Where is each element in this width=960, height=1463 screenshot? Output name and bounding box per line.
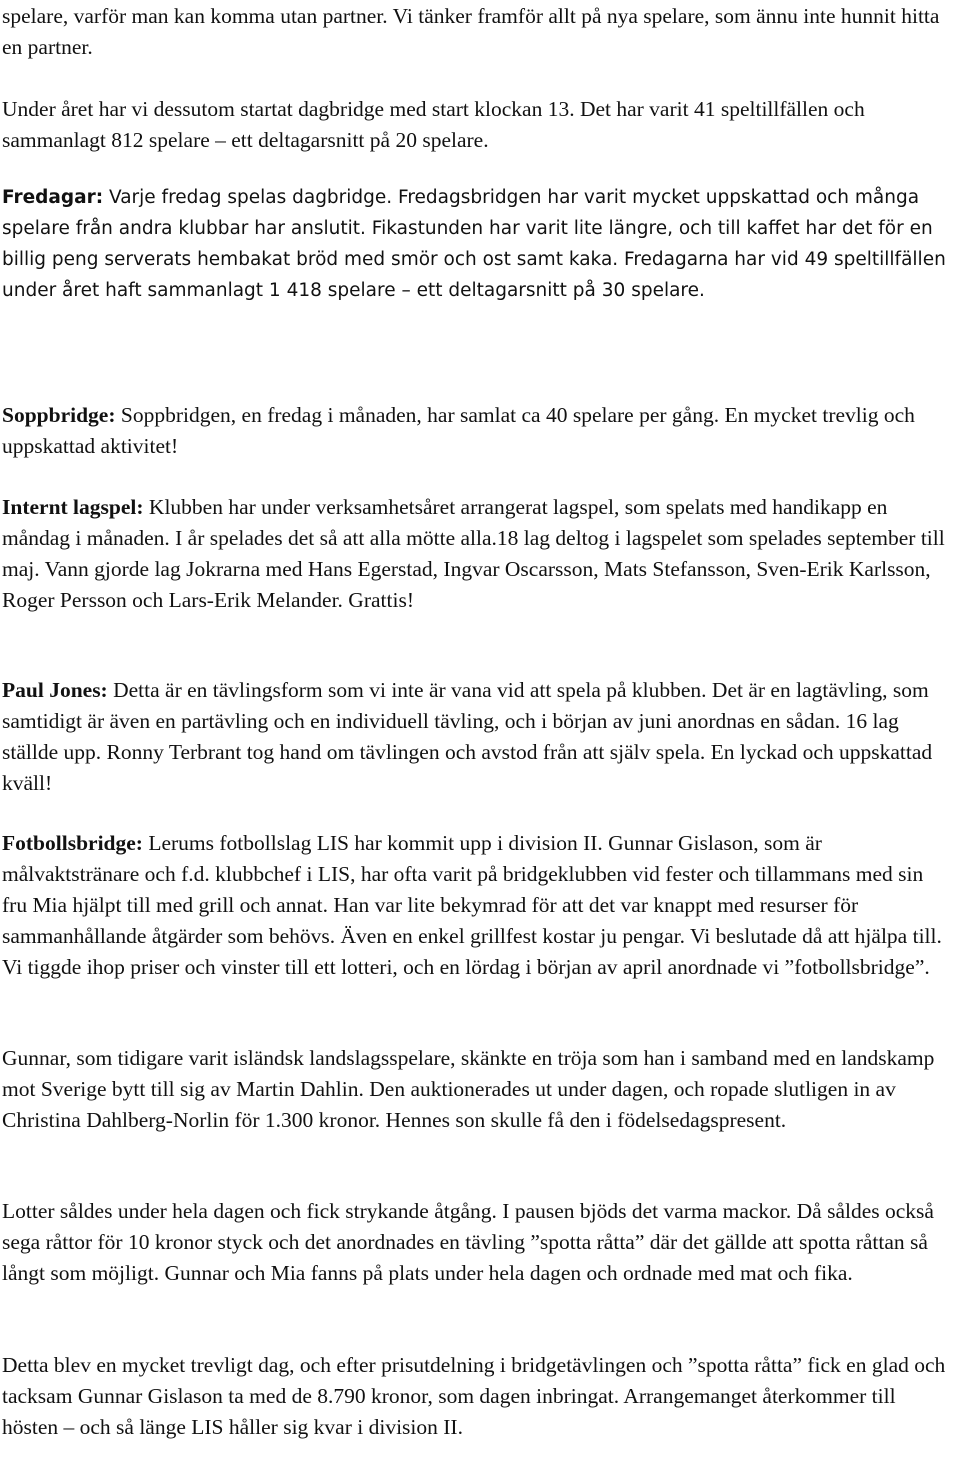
paragraph-text: Soppbridgen, en fredag i månaden, har samlat ca 40 spelare per gång. En mycket trevlig och uppskattad aktivitet! — [2, 403, 915, 458]
paragraph-fotbollsbridge — [2, 828, 952, 983]
section-heading: Paul Jones: — [2, 678, 108, 702]
paragraph-dagbridge — [2, 94, 952, 156]
paragraph-intro-continued — [2, 1, 952, 63]
paragraph-gunnar-trojan — [2, 1043, 952, 1136]
paragraph-text: spelare, varför man kan komma utan partner. Vi tänker framför allt på nya spelare, som ännu inte hunnit hitta en partner. — [2, 4, 940, 59]
paragraph-paul-jones — [2, 675, 952, 799]
section-heading: Soppbridge: — [2, 403, 116, 427]
paragraph-avslutning — [2, 1350, 952, 1443]
paragraph-text: Under året har vi dessutom startat dagbridge med start klockan 13. Det har varit 41 speltillfällen och sammanlagt 812 spelare – ett deltagarsnitt på 20 spelare. — [2, 97, 865, 152]
paragraph-lotter — [2, 1196, 952, 1289]
paragraph-internt-lagspel — [2, 492, 952, 616]
section-heading: Fotbollsbridge: — [2, 831, 143, 855]
paragraph-text: Varje fredag spelas dagbridge. Fredagsbridgen har varit mycket uppskattad och många spelare från andra klubbar har anslutit. Fikastunden har varit lite längre, och till kaffet har det för en billig peng serverats hembakat bröd med smör och ost samt kaka. Fredagarna har vid 49 speltillfällen under året haft sammanlagt 1 418 spelare – ett deltagarsnitt på 30 spelare. — [2, 187, 946, 301]
paragraph-text: Detta blev en mycket trevligt dag, och efter prisutdelning i bridgetävlingen och ”spotta råtta” fick en glad och tacksam Gunnar Gislason ta med de 8.790 kronor, som dagen inbringat. Arrangemanget återkommer till hösten – och så länge LIS håller sig kvar i division II. — [2, 1353, 946, 1439]
section-heading: Fredagar: — [2, 187, 104, 208]
paragraph-text: Gunnar, som tidigare varit isländsk landslagsspelare, skänkte en tröja som han i samband med en landskamp mot Sverige bytt till sig av Martin Dahlin. Den auktionerades ut under dagen, och ropade slutligen in av Christina Dahlberg-Norlin för 1.300 kronor. Hennes son skulle få den i födelsedagspresent. — [2, 1046, 935, 1132]
paragraph-text: Lerums fotbollslag LIS har kommit upp i division II. Gunnar Gislason, som är målvaktstränare och f.d. klubbchef i LIS, har ofta varit på bridgeklubben vid fester och tillammans med sin fru Mia hjälpt till med grill och annat. Han var lite bekymrad för att det var knappt med resurser för sammanhållande åtgärder som behövs. Även en enkel grillfest kostar ju pengar. Vi beslutade då att hjälpa till. Vi tiggde ihop priser och vinster till ett lotteri, och en lördag i början av april anordnade vi ”fotbollsbridge”. — [2, 831, 942, 979]
section-heading: Internt lagspel: — [2, 495, 144, 519]
paragraph-soppbridge — [2, 400, 952, 462]
paragraph-text: Klubben har under verksamhetsåret arrangerat lagspel, som spelats med handikapp en måndag i månaden. I år spelades det så att alla mötte alla.18 lag deltog i lagspelet som spelades september till maj. Vann gjorde lag Jokrarna med Hans Egerstad, Ingvar Oscarsson, Mats Stefansson, Sven-Erik Karlsson, Roger Persson och Lars-Erik Melander. Grattis! — [2, 495, 945, 612]
paragraph-text: Detta är en tävlingsform som vi inte är vana vid att spela på klubben. Det är en lagtävling, som samtidigt är även en partävling och en individuell tävling, och i början av juni anordnas en sådan. 16 lag ställde upp. Ronny Terbrant tog hand om tävlingen och avstod från att själv spela. En lyckad och uppskattad kväll! — [2, 678, 933, 795]
paragraph-fredagar — [2, 182, 952, 306]
paragraph-text: Lotter såldes under hela dagen och fick strykande åtgång. I pausen bjöds det varma mackor. Då såldes också sega råttor för 10 kronor styck och det anordnades en tävling ”spotta råtta” där det gällde att spotta råttan så långt som möjligt. Gunnar och Mia fanns på plats under hela dagen och ordnade med mat och fika. — [2, 1199, 934, 1285]
